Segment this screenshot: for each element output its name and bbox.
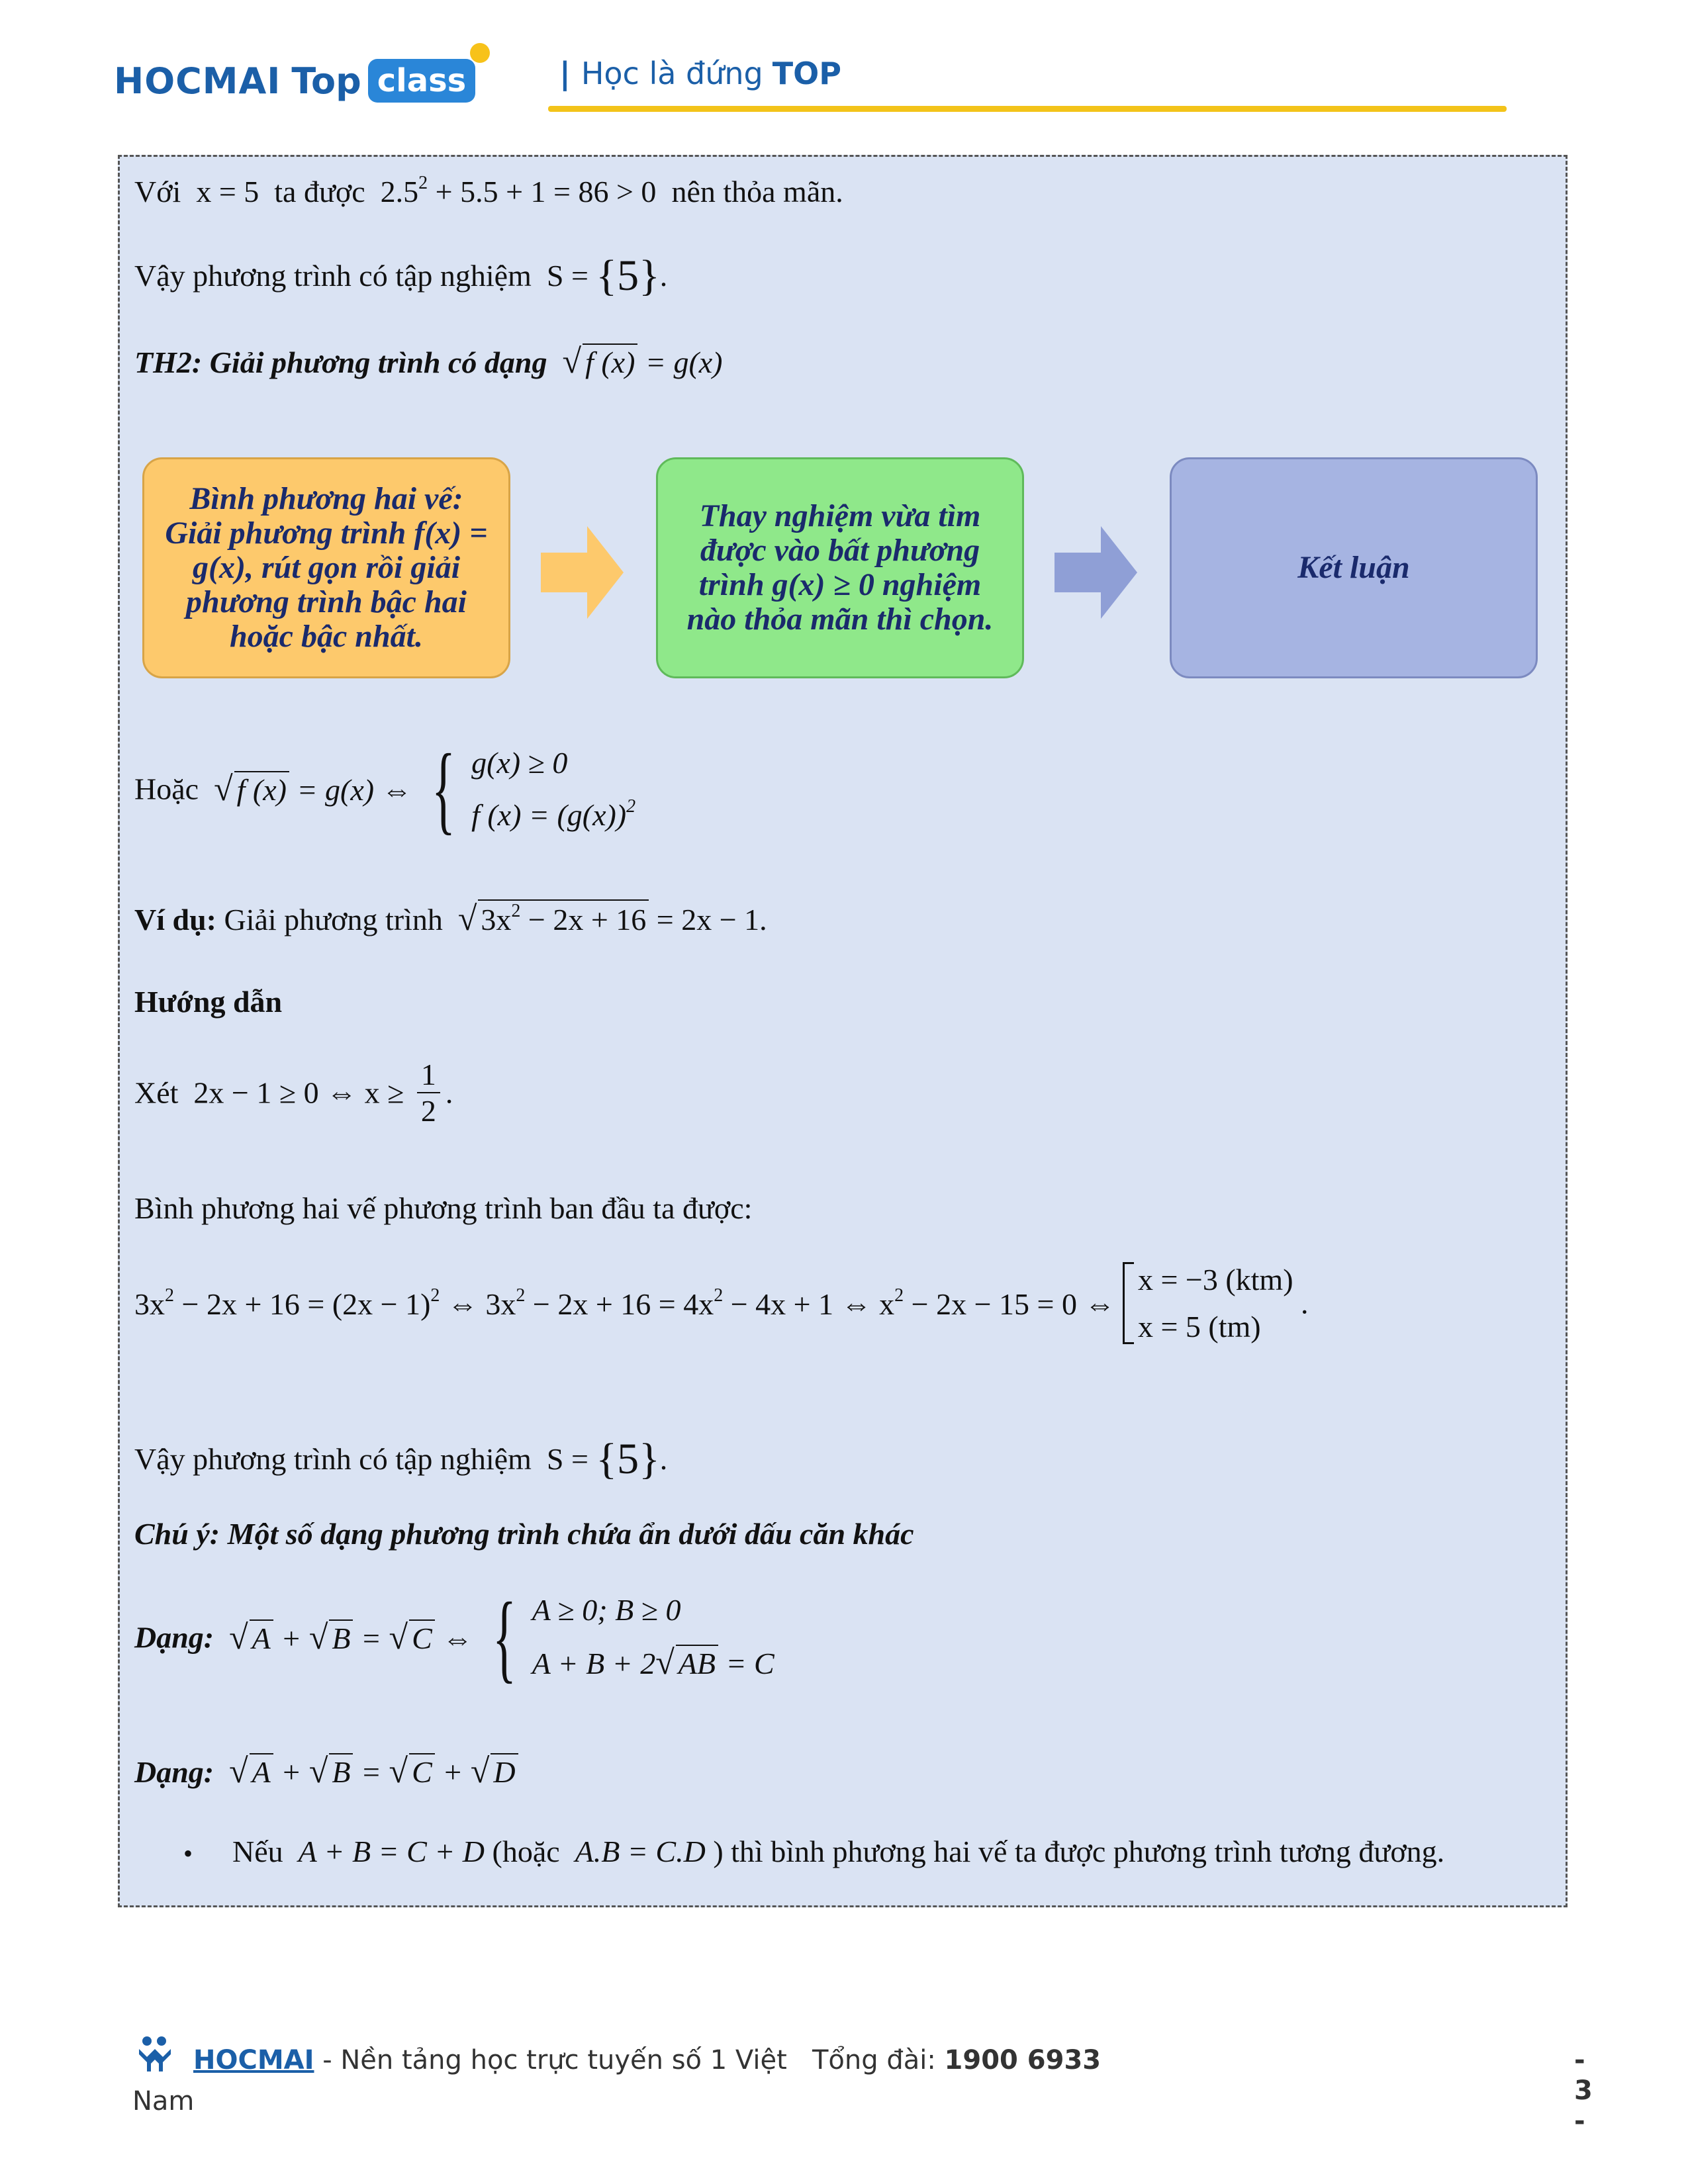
- text: Vậy phương trình có tập nghiệm: [134, 1442, 532, 1476]
- math: A.B = C.D: [575, 1835, 706, 1868]
- logo-class-text: class: [377, 62, 467, 99]
- content-frame: [118, 155, 1568, 1907]
- bullet-text: [232, 1834, 1444, 1869]
- sqrt-icon: √: [562, 343, 582, 381]
- arrow-right-icon: [1055, 526, 1141, 619]
- system-row: g(x) ≥ 0: [471, 746, 568, 780]
- solution-bracket: [1123, 1262, 1293, 1344]
- math: ⇔: [442, 1621, 473, 1655]
- sqrt-icon: √: [470, 1752, 490, 1790]
- math: − 2x − 15 = 0 ⇔: [911, 1287, 1115, 1321]
- system-row: [532, 1643, 774, 1682]
- flow-step-1: Bình phương hai vế: Giải phương trình f(x) = g(x), rút gọn rồi giải phương trình bậc hai hoặc bậc nhất.: [142, 457, 510, 678]
- sqrt-icon: √: [214, 770, 233, 808]
- guide-heading: Hướng dẫn: [134, 985, 283, 1019]
- form-label: Dạng:: [134, 1755, 214, 1789]
- arrow-right-icon: [541, 526, 627, 619]
- form-label: Dạng:: [134, 1620, 214, 1655]
- equation-chain: [134, 1287, 1123, 1321]
- logo-hocmai-text: HOCMAI: [114, 60, 281, 102]
- math: 3x: [134, 1287, 165, 1321]
- math: 3x: [481, 903, 512, 936]
- logo-class-badge: [368, 59, 475, 103]
- numerator: 1: [417, 1057, 440, 1093]
- logo-top-text: Top: [291, 60, 361, 102]
- footer-hotline-label: Tổng đài:: [812, 2045, 936, 2075]
- math: A + B = C + D: [298, 1835, 485, 1868]
- footer-text: [193, 2045, 1101, 2075]
- tagline: [559, 56, 841, 91]
- text: Hoặc: [134, 772, 199, 806]
- math: x = 5: [196, 175, 259, 208]
- math: + 5.5 + 1 = 86 > 0: [435, 175, 657, 208]
- text: .: [1301, 1286, 1309, 1320]
- hocmai-logo: [114, 54, 475, 107]
- flow-step-3: Kết luận: [1170, 457, 1538, 678]
- math: 2.5: [380, 175, 419, 208]
- text: Với: [134, 175, 181, 208]
- exponent: 2: [511, 901, 521, 921]
- note-heading: Chú ý: Một số dạng phương trình chứa ẩn dưới dấu căn khác: [134, 1517, 914, 1551]
- math: =: [360, 1621, 382, 1655]
- line-solution-set-2: [134, 1434, 667, 1484]
- th2-heading: [134, 342, 723, 381]
- text: (hoặc: [492, 1835, 560, 1868]
- th2-formula: [563, 345, 723, 379]
- text: nên thỏa mãn.: [671, 175, 843, 208]
- math: +: [442, 1755, 463, 1789]
- denominator: 2: [420, 1094, 436, 1128]
- exponent: 2: [626, 796, 636, 817]
- math: [214, 770, 412, 808]
- radicand: f (x): [234, 771, 289, 807]
- radicand: A: [250, 1753, 273, 1790]
- equation-system: [481, 1582, 774, 1692]
- line-solution-set-1: [134, 251, 667, 301]
- system-row: A ≥ 0; B ≥ 0: [532, 1593, 681, 1627]
- text: .: [445, 1075, 453, 1110]
- page-number: - 3 -: [1574, 2045, 1593, 2136]
- radicand: C: [409, 1619, 435, 1656]
- line-form-1: [134, 1582, 774, 1692]
- root-rejected: x = −3 (ktm): [1137, 1263, 1293, 1297]
- radicand: AB: [676, 1645, 718, 1681]
- footer-phone: 1900 6933: [944, 2045, 1102, 2075]
- radicand: A: [250, 1619, 273, 1656]
- sqrt-icon: √: [389, 1752, 408, 1790]
- line-form-2: [134, 1752, 518, 1791]
- system-row: [471, 796, 635, 833]
- text: Giải phương trình: [224, 903, 443, 936]
- math: − 2x + 16: [528, 903, 647, 936]
- flow-step-2: Thay nghiệm vừa tìm được vào bất phương trình g(x) ≥ 0 nghiệm nào thỏa mãn thì chọn.: [656, 457, 1024, 678]
- math: [229, 1752, 518, 1790]
- sqrt-icon: √: [229, 1618, 248, 1657]
- sqrt-icon: √: [389, 1618, 408, 1657]
- text: ) thì bình phương hai vế ta được phương trình tương đương.: [713, 1835, 1445, 1868]
- sqrt-icon: √: [308, 1618, 328, 1657]
- math: 2x − 1 ≥ 0 ⇔ x ≥: [193, 1075, 404, 1110]
- equation-system: [420, 734, 636, 844]
- brace-icon: {: [432, 734, 456, 844]
- math: [229, 1618, 481, 1657]
- solution-set: {5}: [596, 251, 660, 300]
- math: =: [360, 1755, 382, 1789]
- text: .: [659, 259, 668, 293]
- exponent: 2: [430, 1285, 440, 1306]
- text: .: [659, 1442, 668, 1476]
- exponent: 2: [894, 1285, 904, 1306]
- line-hoac: [134, 734, 636, 844]
- root-accepted: x = 5 (tm): [1137, 1310, 1261, 1343]
- radicand: [478, 899, 649, 937]
- footer-brand-link[interactable]: HOCMAI: [193, 2045, 314, 2075]
- tagline-top: TOP: [772, 56, 841, 91]
- math: f (x) = (g(x)): [471, 798, 627, 832]
- math: = 2x − 1.: [656, 903, 767, 936]
- math: = C: [726, 1647, 774, 1680]
- math: +: [281, 1621, 302, 1655]
- math: S =: [546, 259, 588, 293]
- footer-slogan-cont: Nam: [132, 2086, 195, 2116]
- exponent: 2: [165, 1285, 174, 1306]
- tagline-text: Học là đứng: [581, 56, 763, 91]
- footer-slogan: - Nền tảng học trực tuyến số 1 Việt: [322, 2045, 787, 2075]
- line-square-both: Bình phương hai vế phương trình ban đầu ta được:: [134, 1191, 753, 1225]
- math: = g(x) ⇔: [297, 772, 412, 807]
- line-example: [134, 899, 767, 938]
- th2-label: TH2: Giải phương trình có dạng: [134, 345, 547, 379]
- radicand: D: [491, 1753, 518, 1790]
- line-main-equation: [134, 1262, 1309, 1344]
- sqrt-icon: √: [457, 900, 477, 938]
- fraction: [417, 1057, 440, 1128]
- radicand: B: [329, 1753, 353, 1790]
- math: − 2x + 16 = (2x − 1): [181, 1287, 431, 1321]
- exponent: 2: [516, 1285, 526, 1306]
- brace-icon: {: [492, 1582, 516, 1692]
- text: Nếu: [232, 1835, 283, 1868]
- example-label: Ví dụ:: [134, 903, 216, 936]
- sqrt-icon: √: [308, 1752, 328, 1790]
- header-divider: [548, 106, 1507, 112]
- radicand: f (x): [583, 343, 637, 380]
- star-icon: [470, 43, 490, 63]
- line-xet: [134, 1057, 453, 1128]
- math: S =: [546, 1442, 588, 1476]
- radicand: C: [409, 1753, 435, 1790]
- math: = g(x): [645, 345, 723, 379]
- sqrt-icon: √: [229, 1752, 248, 1790]
- text: ta được: [274, 175, 365, 208]
- tagline-bar: |: [559, 56, 571, 91]
- radicand: B: [329, 1619, 353, 1656]
- hocmai-people-icon: [132, 2034, 176, 2074]
- exponent: 2: [714, 1285, 724, 1306]
- bullet-icon: •: [183, 1839, 193, 1868]
- text: Vậy phương trình có tập nghiệm: [134, 259, 532, 293]
- sqrt-icon: √: [655, 1644, 675, 1682]
- solution-set: {5}: [596, 1435, 660, 1483]
- math: +: [281, 1755, 302, 1789]
- exponent: 2: [418, 173, 428, 193]
- math: ⇔ 3x: [447, 1287, 516, 1321]
- math: − 4x + 1 ⇔ x: [730, 1287, 895, 1321]
- math: − 2x + 16 = 4x: [532, 1287, 714, 1321]
- text: Xét: [134, 1075, 179, 1110]
- math: A + B + 2: [532, 1647, 656, 1680]
- line-check-x5: [134, 173, 843, 209]
